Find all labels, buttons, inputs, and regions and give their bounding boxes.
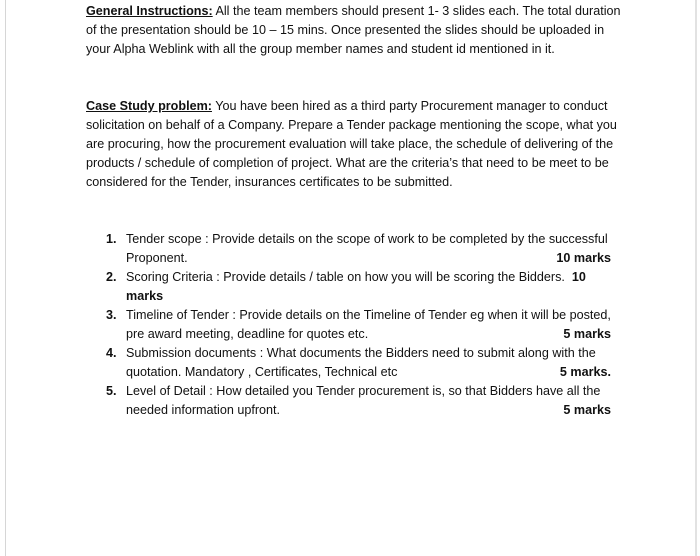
task-text: Timeline of Tender : Provide details on the Timeline of Tender eg when it will be posted, pre award meeting, deadline for quotes etc. — [126, 308, 611, 341]
task-item-timeline — [86, 306, 621, 344]
document-page — [86, 2, 621, 420]
task-list — [86, 230, 621, 420]
page-edge-right — [695, 0, 697, 556]
task-text: Level of Detail : How detailed you Tender procurement is, so that Bidders have all the needed information upfront. — [126, 384, 601, 417]
task-marks: 10 marks — [556, 251, 611, 265]
task-item-scoring-criteria — [86, 268, 621, 306]
case-study-text: You have been hired as a third party Procurement manager to conduct solicitation on behalf of a Company. Prepare a Tender package mentioning the scope, what you are procuring, how the procurement evaluation will take place, the schedule of delivering of the products / schedule of completion of project. What are the criteria’s that need to be meet to be considered for the Tender, insurances certificates to be submitted. — [86, 99, 617, 189]
task-item-submission-documents — [86, 344, 621, 382]
task-marks: 5 marks — [563, 403, 611, 417]
task-number: 5. — [106, 384, 117, 398]
general-instructions-text: All the team members should present 1- 3 slides each. The total duration of the presentation should be 10 – 15 mins. Once presented the slides should be uploaded in your Alpha Weblink with all the group member names and student id mentioned in it. — [86, 4, 621, 56]
task-number: 2. — [106, 270, 117, 284]
task-number: 1. — [106, 232, 117, 246]
general-instructions-heading: General Instructions: — [86, 4, 213, 18]
task-number: 3. — [106, 308, 117, 322]
task-item-level-of-detail — [86, 382, 621, 420]
task-marks: 5 marks. — [559, 365, 611, 379]
case-study-heading: Case Study problem: — [86, 99, 212, 113]
task-item-tender-scope — [86, 230, 621, 268]
task-number: 4. — [106, 346, 117, 360]
task-text: Tender scope : Provide details on the scope of work to be completed by the successful Proponent. — [126, 232, 608, 265]
general-instructions-paragraph — [86, 2, 621, 59]
case-study-paragraph — [86, 97, 621, 192]
task-text: Submission documents : What documents the Bidders need to submit along with the quotation. Mandatory , Certificates, Technical etc — [126, 346, 596, 379]
page-edge-left — [5, 0, 6, 556]
task-text: Scoring Criteria : Provide details / table on how you will be scoring the Bidders. — [126, 270, 565, 284]
task-marks: 10 marks — [126, 270, 586, 303]
task-marks: 5 marks — [563, 327, 611, 341]
